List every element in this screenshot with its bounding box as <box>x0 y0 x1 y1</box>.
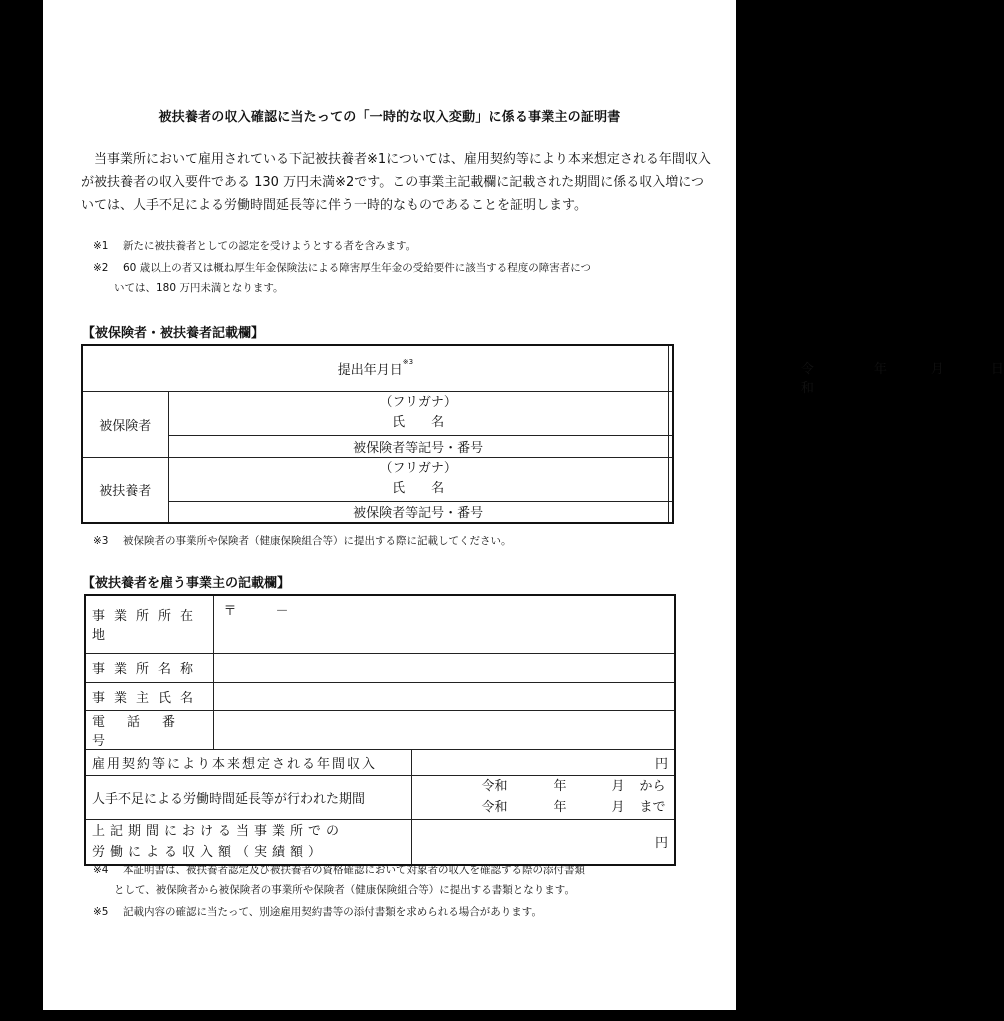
submit-date-field[interactable] <box>668 345 1004 397</box>
submit-month: 月 <box>930 362 944 378</box>
document-title: 被扶養者の収入確認に当たっての「一時的な収入変動」に係る事業主の証明書 <box>158 110 621 125</box>
period-from-row <box>412 776 675 797</box>
note-2-cont: いては、180 万円未満となります。 <box>114 282 284 294</box>
dependent-name-text: 氏 名 <box>392 481 445 496</box>
actual-income-line-1: 上記期間における当事業所での <box>92 823 345 839</box>
address-label: 事業所所在地 <box>85 595 213 653</box>
from-text: から <box>639 779 666 794</box>
note-4-mark: ※4 <box>93 864 109 876</box>
period-to-row <box>412 797 675 818</box>
to-year: 年 <box>553 800 567 815</box>
note-4-cont: として、被保険者から被保険者の事業所や保険者（健康保険組合等）に提出する書類となります。 <box>114 884 575 896</box>
submit-date-label: 提出年月日 <box>337 362 403 378</box>
annual-income-yen: 円 <box>654 756 668 772</box>
note-3 <box>93 531 713 551</box>
to-era: 令和 <box>481 800 508 815</box>
insured-name-text: 氏 名 <box>392 415 445 430</box>
submit-date-sup: ※3 <box>402 357 414 366</box>
actual-income-label <box>85 819 411 865</box>
document-page <box>43 0 1004 1010</box>
actual-income-line-2: 労働による収入額（実績額） <box>92 844 327 860</box>
note-5-text: 記載内容の確認に当たって、別途雇用契約書等の添付書類を求められる場合があります。 <box>123 906 542 918</box>
dependent-number-field[interactable] <box>668 501 673 523</box>
extension-period-label: 人手不足による労働時間延長等が行われた期間 <box>85 775 411 819</box>
note-1 <box>93 236 713 256</box>
note-2 <box>93 258 713 298</box>
insured-number-label: 被保険者等記号・番号 <box>168 435 668 457</box>
note-1-mark: ※1 <box>93 240 109 252</box>
employer-table <box>84 594 676 866</box>
insured-furigana-label: （フリガナ） <box>379 395 457 410</box>
phone-field[interactable] <box>213 710 675 749</box>
dependent-name-field[interactable] <box>668 457 673 501</box>
section-2-heading: 【被扶養者を雇う事業主の記載欄】 <box>82 576 291 591</box>
note-3-mark: ※3 <box>93 535 109 547</box>
postal-mark: 〒 － <box>223 604 289 619</box>
address-field[interactable] <box>213 595 675 653</box>
dependent-name-label <box>168 457 668 501</box>
insured-name-label <box>168 391 668 435</box>
note-5-mark: ※5 <box>93 906 109 918</box>
employer-name-label: 事業主氏名 <box>85 682 213 710</box>
to-text: まで <box>639 800 666 815</box>
dependent-furigana-label: （フリガナ） <box>379 461 457 476</box>
section-1-heading: 【被保険者・被扶養者記載欄】 <box>82 326 265 341</box>
dependent-label: 被扶養者 <box>82 457 168 523</box>
intro-paragraph <box>81 148 713 217</box>
annual-income-field[interactable] <box>411 749 675 775</box>
submit-year: 年 <box>873 362 887 378</box>
office-name-label: 事業所名称 <box>85 653 213 682</box>
dependent-number-label: 被保険者等記号・番号 <box>168 501 668 523</box>
note-3-text: 被保険者の事業所や保険者（健康保険組合等）に提出する際に記載してください。 <box>123 535 512 547</box>
note-4-text: 本証明書は、被扶養者認定及び被扶養者の資格確認において対象者の収入を確認する際の添付書類 <box>123 864 585 876</box>
insured-number-field[interactable] <box>668 435 673 457</box>
office-name-field[interactable] <box>213 653 675 682</box>
actual-income-yen: 円 <box>654 836 668 852</box>
submit-era: 令和 <box>800 362 814 397</box>
submit-day: 日 <box>990 362 1004 378</box>
insured-name-field[interactable] <box>668 391 673 435</box>
to-month: 月 <box>611 800 625 815</box>
employer-name-field[interactable] <box>213 682 675 710</box>
from-month: 月 <box>611 779 625 794</box>
note-4 <box>93 860 713 900</box>
intro-text: 当事業所において雇用されている下記被扶養者※1については、雇用契約等により本来想定される年間収入が被扶養者の収入要件である 130 万円未満※2です。この事業主記載欄に記載された期間に係る収入増については、人手不足による労働時間延長等に伴う一時的なものであることを証明します。 <box>81 152 711 213</box>
submit-date-label-cell <box>82 345 668 391</box>
note-5 <box>93 902 713 922</box>
from-era: 令和 <box>481 779 508 794</box>
actual-income-field[interactable] <box>411 819 675 865</box>
extension-period-field[interactable] <box>411 775 675 819</box>
insured-table <box>81 344 1004 524</box>
note-2-mark: ※2 <box>93 262 109 274</box>
insured-label: 被保険者 <box>82 391 168 457</box>
note-2-text: 60 歳以上の者又は概ね厚生年金保険法による障害厚生年金の受給要件に該当する程度の障害者につ <box>123 262 591 274</box>
phone-label: 電話番号 <box>85 710 213 749</box>
note-1-text: 新たに被扶養者としての認定を受けようとする者を含みます。 <box>123 240 417 252</box>
from-year: 年 <box>553 779 567 794</box>
annual-income-label: 雇用契約等により本来想定される年間収入 <box>85 749 411 775</box>
